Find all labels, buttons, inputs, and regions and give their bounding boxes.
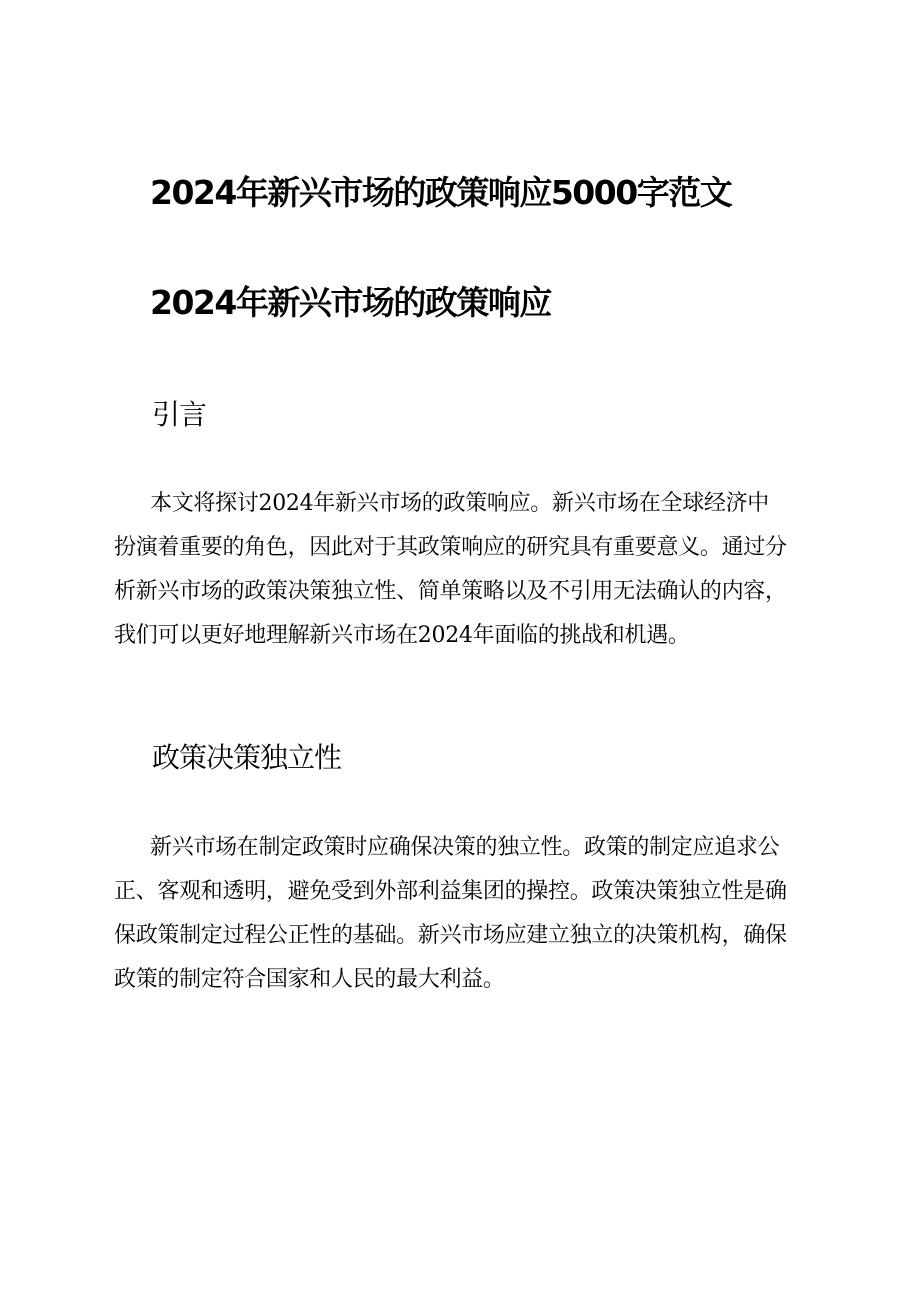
document-subtitle: 2024年新兴市场的政策响应 [150, 283, 551, 322]
section-heading-introduction: 引言 [152, 398, 207, 431]
section-heading-policy-independence: 政策决策独立性 [152, 741, 342, 774]
paragraph-line: 本文将探讨2024年新兴市场的政策响应。新兴市场在全球经济中 [150, 491, 769, 516]
paragraph-line: 正、客观和透明，避免受到外部利益集团的操控。政策决策独立性是确 [114, 879, 787, 904]
paragraph-line: 保政策制定过程公正性的基础。新兴市场应建立独立的决策机构，确保 [114, 923, 787, 948]
document-title: 2024年新兴市场的政策响应5000字范文 [150, 173, 732, 212]
paragraph-line: 政策的制定符合国家和人民的最大利益。 [114, 967, 505, 992]
paragraph-line: 扮演着重要的角色，因此对于其政策响应的研究具有重要意义。通过分 [114, 535, 787, 560]
paragraph-introduction [114, 482, 826, 658]
paragraph-line: 我们可以更好地理解新兴市场在2024年面临的挑战和机遇。 [114, 623, 690, 648]
paragraph-line: 新兴市场在制定政策时应确保决策的独立性。政策的制定应追求公 [150, 835, 780, 860]
paragraph-line: 析新兴市场的政策决策独立性、简单策略以及不引用无法确认的内容， [114, 579, 787, 604]
paragraph-policy-independence [114, 826, 826, 1002]
